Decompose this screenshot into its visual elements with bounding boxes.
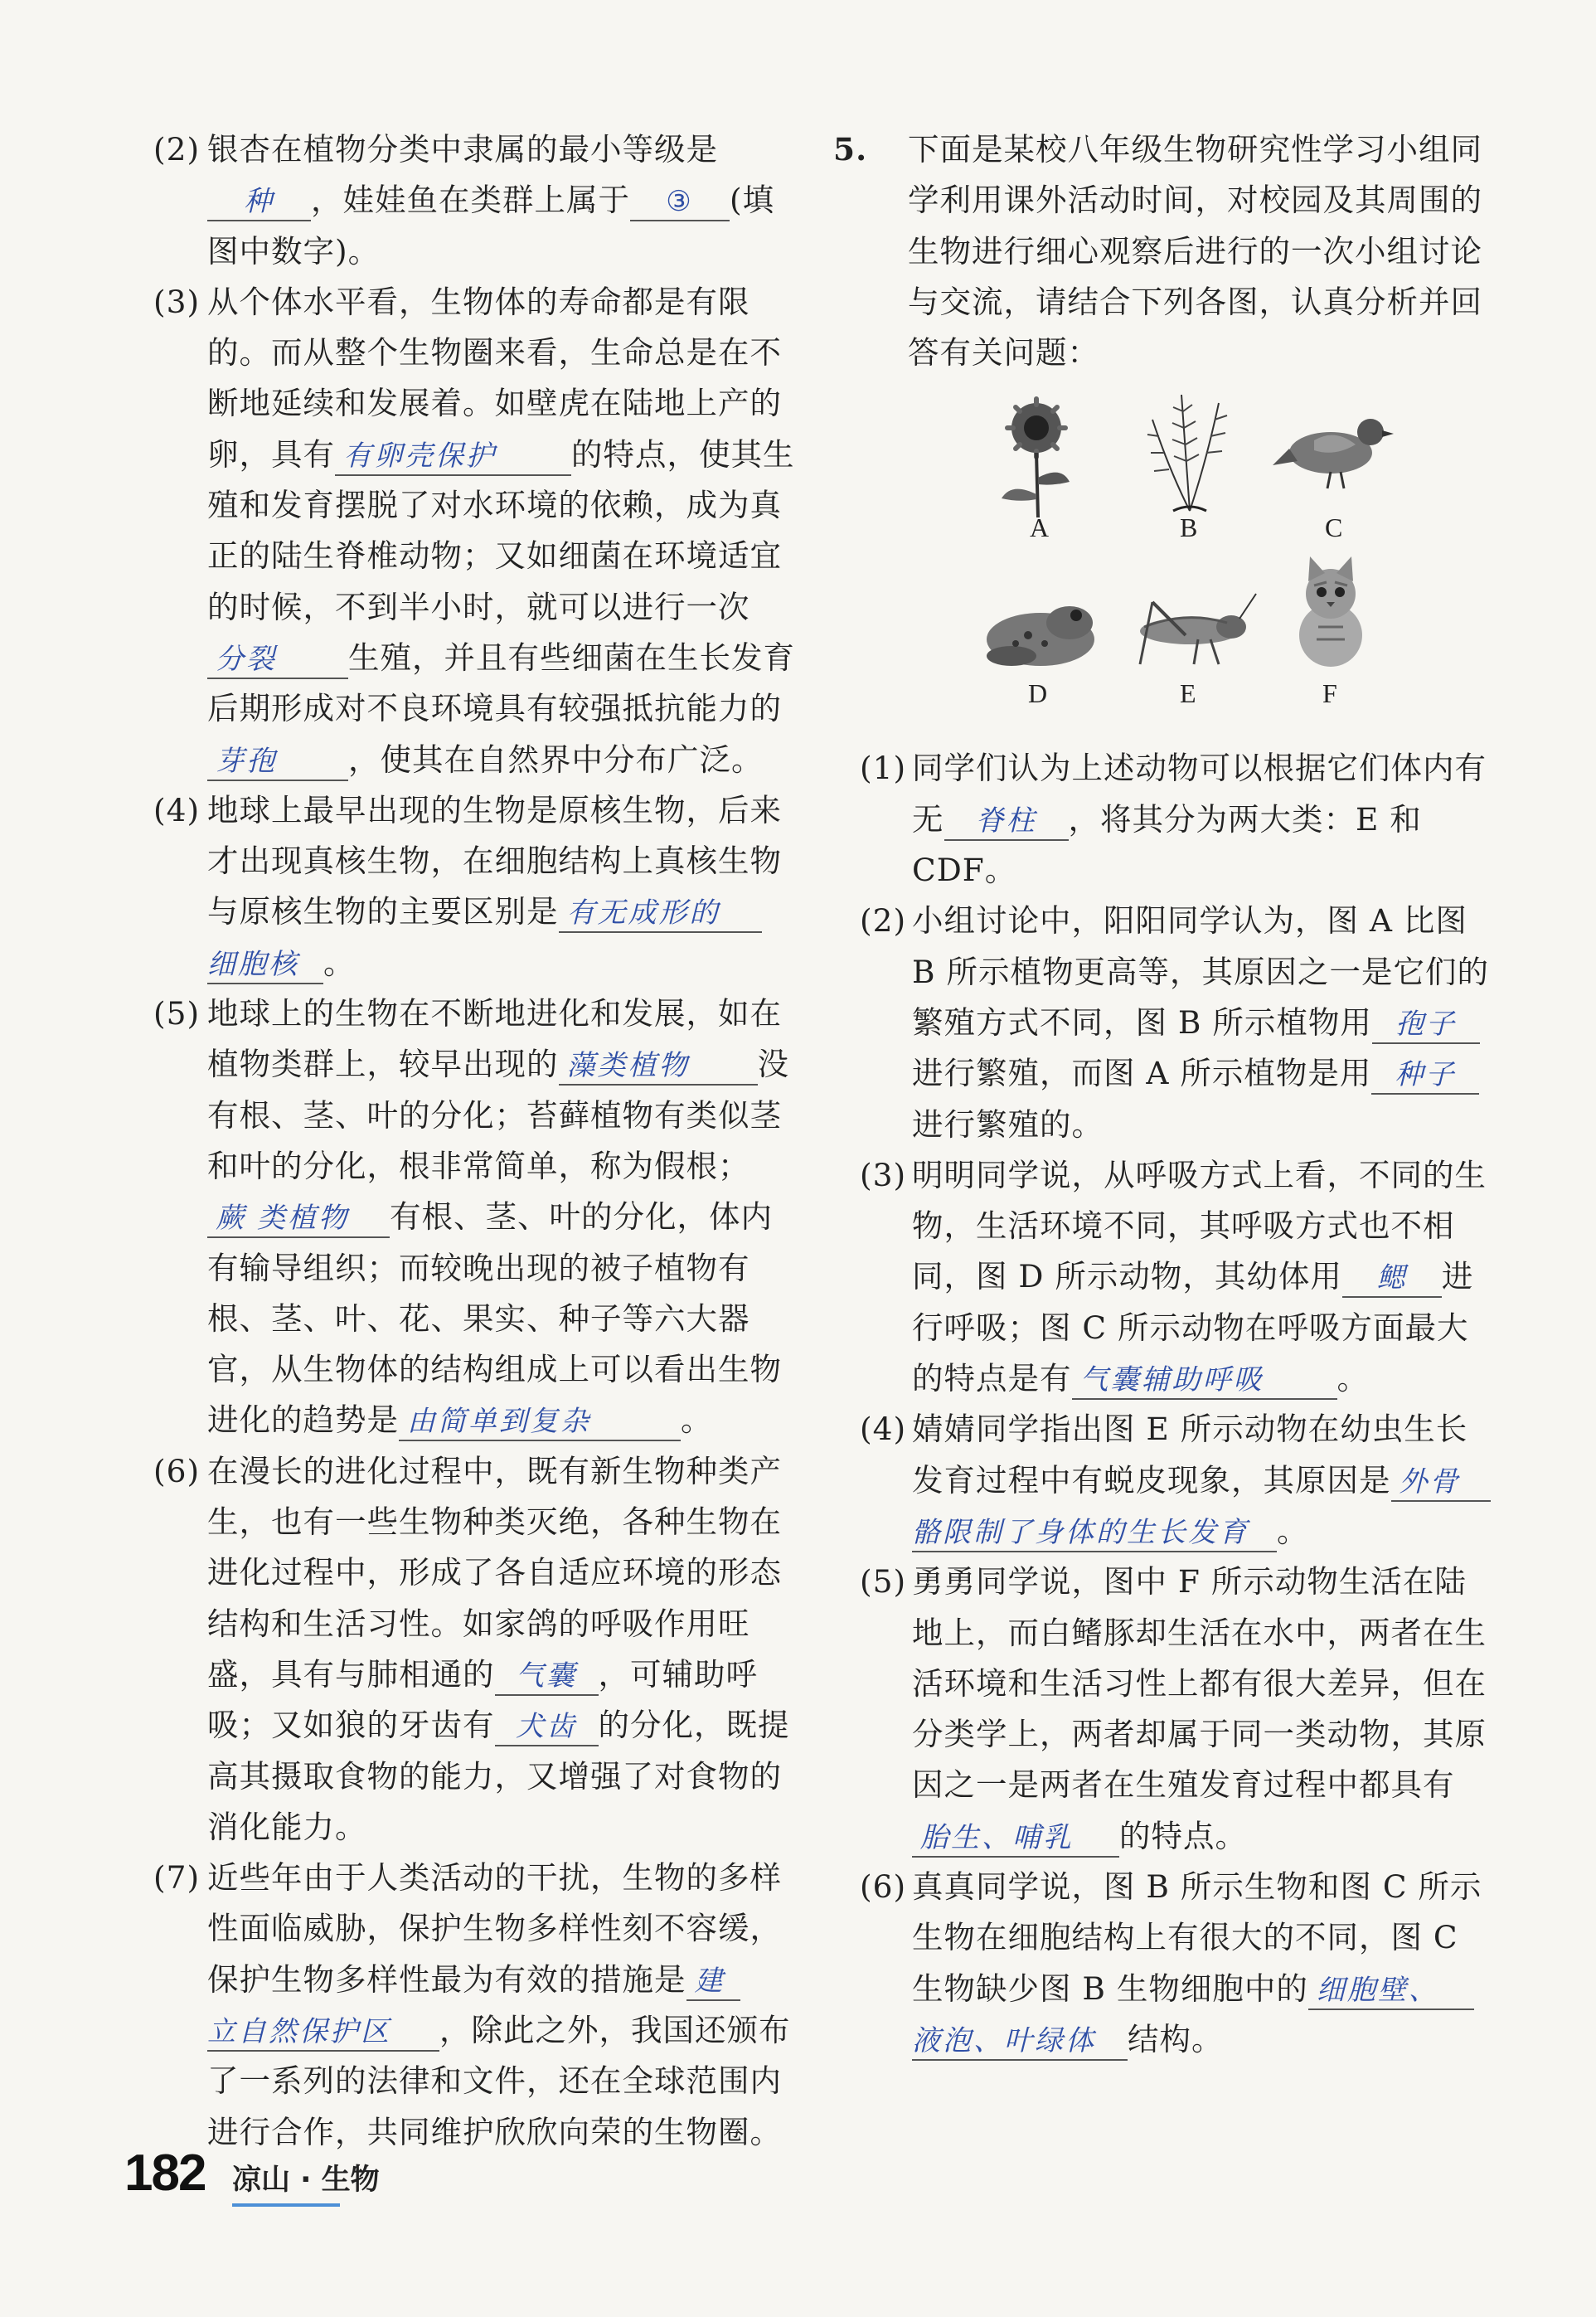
question-number: (3) bbox=[860, 1156, 907, 1193]
question-text: 的分化，既提高其摄取食物的能力，又增强了对食物的消化能力。 bbox=[207, 1707, 790, 1845]
question-number: (6) bbox=[860, 1868, 907, 1906]
question-text: ，除此之外，我国还颁布了一系列的法律和文件，还在全球范围内进行合作，共同维护欣欣向荣的生物圈。 bbox=[207, 2011, 791, 2150]
answer-blank[interactable]: 犬齿 bbox=[495, 1708, 599, 1746]
question-text: ，使其在自然界中分布广泛。 bbox=[348, 741, 764, 778]
question-text: 进行繁殖的。 bbox=[912, 1105, 1104, 1143]
question-text: 地球上的生物在不断地进化和发展，如在植物类群上，较早出现的 bbox=[207, 995, 782, 1083]
answer-blank[interactable]: 脊柱 bbox=[944, 803, 1069, 841]
question-text: 勇勇同学说，图中 F 所示动物生活在陆地上，而白鳍豚却生活在水中，两者在生活环境和生活习性上都有很大差异，但在分类学上，两者却属于同一类动物，其原因之一是两者在生殖发育过程中都具有 bbox=[912, 1563, 1487, 1804]
question-text: 小组讨论中，阳阳同学认为，图 A 比图 B 所示植物更高等，其原因之一是它们的繁殖方式不同，图 B 所示植物用 bbox=[912, 902, 1489, 1041]
answer-blank-continued[interactable]: 细胞核 bbox=[207, 946, 323, 984]
figure-label: C bbox=[1325, 512, 1344, 543]
question-number: (2) bbox=[153, 131, 201, 168]
question-5-intro bbox=[833, 124, 1492, 378]
answer-blank[interactable]: 外骨 bbox=[1391, 1464, 1491, 1502]
answer-blank[interactable]: 分裂 bbox=[207, 641, 348, 679]
question-text: 进行呼吸；图 C 所示动物在呼吸方面最大的特点是有 bbox=[912, 1258, 1474, 1397]
question-text: 同学们认为上述动物可以根据它们体内有无 bbox=[912, 750, 1487, 838]
question-4 bbox=[153, 785, 796, 988]
right-column bbox=[833, 124, 1492, 2065]
answer-blank[interactable]: 由简单到复杂 bbox=[399, 1403, 681, 1441]
answer-blank-continued[interactable]: 立自然保护区 bbox=[207, 2013, 439, 2052]
answer-blank[interactable]: 鳃 bbox=[1342, 1260, 1442, 1298]
question-text: 。 bbox=[323, 944, 356, 981]
question-number: (4) bbox=[153, 791, 201, 828]
question-text: 近些年由于人类活动的干扰，生物的多样性面临威胁，保护生物多样性刻不容缓，保护生物多样性最为有效的措施是 bbox=[207, 1859, 782, 1998]
question-text: 没有根、茎、叶的分化；苔藓植物有类似茎和叶的分化，根非常简单，称为假根； bbox=[207, 1046, 789, 1184]
question-text: (填图中数字)。 bbox=[207, 182, 775, 270]
answer-blank[interactable]: 胎生、哺乳 bbox=[912, 1819, 1119, 1858]
question-text: 进行繁殖，而图 A 所示植物是用 bbox=[912, 1055, 1372, 1092]
question-7 bbox=[153, 1853, 796, 2158]
organism-figure bbox=[833, 386, 1492, 735]
question-number: (5) bbox=[860, 1563, 907, 1601]
question-5 bbox=[153, 988, 796, 1446]
question-text: 真真同学说，图 B 所示生物和图 C 所示生物在细胞结构上有很大的不同，图 C 生物缺少图 B 生物细胞中的 bbox=[912, 1868, 1482, 2007]
question-number: (5) bbox=[153, 995, 201, 1032]
question-number: (4) bbox=[860, 1411, 907, 1448]
answer-blank[interactable]: 气囊辅助呼吸 bbox=[1072, 1362, 1337, 1400]
question-6 bbox=[153, 1446, 796, 1853]
question-text: 生殖，并且有些细菌在生长发育后期形成对不良环境具有较强抵抗能力的 bbox=[207, 639, 795, 727]
answer-blank[interactable]: 藻类植物 bbox=[559, 1047, 758, 1086]
question-text: 婧婧同学指出图 E 所示动物在幼虫生长发育过程中有蜕皮现象，其原因是 bbox=[912, 1411, 1468, 1499]
question-5-1 bbox=[833, 743, 1492, 896]
answer-blank[interactable]: 蕨 bbox=[207, 1200, 257, 1238]
question-number: 5. bbox=[833, 131, 868, 168]
question-number: (1) bbox=[860, 750, 907, 787]
answer-blank[interactable]: 有无成形的 bbox=[559, 895, 762, 933]
question-text: 有根、茎、叶的分化，体内有输导组织；而较晚出现的被子植物有根、茎、叶、花、果实、种子等六大器官，从生物体的结构组成上可以看出生物进化的趋势是 bbox=[207, 1198, 782, 1439]
question-text: 结构。 bbox=[1128, 2020, 1224, 2057]
footer-underline bbox=[232, 2203, 340, 2207]
cat-image bbox=[1285, 552, 1376, 668]
question-text: ，将其分为两大类：E 和 CDF。 bbox=[912, 800, 1422, 889]
question-number: (3) bbox=[153, 283, 201, 320]
question-5-6 bbox=[833, 1862, 1492, 2065]
question-5-5 bbox=[833, 1557, 1492, 1862]
question-text: ，可辅助呼吸；又如狼的牙齿有 bbox=[207, 1655, 758, 1744]
answer-blank[interactable]: 建 bbox=[686, 1963, 740, 2001]
question-text: 。 bbox=[1336, 1360, 1369, 1397]
answer-blank[interactable]: 种子 bbox=[1371, 1056, 1479, 1095]
figure-label: E bbox=[1180, 678, 1197, 709]
answer-blank[interactable]: 孢子 bbox=[1372, 1006, 1480, 1044]
question-3 bbox=[153, 277, 796, 785]
figure-label: A bbox=[1030, 512, 1050, 543]
question-text: 下面是某校八年级生物研究性学习小组同学利用课外活动时间，对校园及其周围的生物进行细心观察后进行的一次小组讨论与交流，请结合下列各图，认真分析并回答有关问题： bbox=[908, 131, 1482, 372]
figure-label: F bbox=[1322, 678, 1338, 709]
question-text: 。 bbox=[681, 1401, 713, 1439]
question-number: (2) bbox=[860, 902, 907, 940]
question-text: 。 bbox=[1277, 1512, 1309, 1549]
answer-blank[interactable]: 芽孢 bbox=[207, 743, 348, 781]
figure-label: D bbox=[1028, 678, 1049, 709]
question-text: ，娃娃鱼在类群上属于 bbox=[311, 182, 630, 219]
question-5-2 bbox=[833, 896, 1492, 1149]
question-number: (6) bbox=[153, 1452, 201, 1489]
frog-image bbox=[978, 585, 1103, 677]
question-text: 的特点。 bbox=[1119, 1817, 1247, 1854]
answer-blank[interactable]: 有卵壳保护 bbox=[335, 438, 571, 476]
sunflower-image bbox=[987, 395, 1086, 519]
page-number: 182 bbox=[124, 2145, 206, 2202]
answer-blank[interactable]: 细胞壁、 bbox=[1308, 1972, 1474, 2010]
left-column bbox=[153, 124, 796, 2158]
answer-blank-continued[interactable]: 类植物 bbox=[257, 1200, 390, 1238]
question-text: 从个体水平看，生物体的寿命都是有限的。而从整个生物圈来看，生命总是在不断地延续和发展着。如壁虎在陆地上产的卵，具有 bbox=[207, 283, 782, 473]
answer-blank-continued[interactable]: 液泡、叶绿体 bbox=[912, 2023, 1128, 2061]
answer-blank[interactable]: ③ bbox=[630, 183, 730, 221]
answer-blank-continued[interactable]: 骼限制了身体的生长发育 bbox=[912, 1514, 1277, 1552]
fern-image bbox=[1136, 386, 1244, 519]
figure-label: B bbox=[1180, 512, 1199, 543]
answer-blank[interactable]: 气囊 bbox=[495, 1658, 599, 1696]
question-5-3 bbox=[833, 1150, 1492, 1404]
question-text: 银杏在植物分类中隶属的最小等级是 bbox=[207, 131, 718, 168]
question-5-4 bbox=[833, 1404, 1492, 1557]
question-2 bbox=[153, 124, 796, 277]
pigeon-image bbox=[1273, 399, 1397, 498]
question-text: 明明同学说，从呼吸方式上看，不同的生物，生活环境不同，其呼吸方式也不相同，图 D 所示动物，其幼体用 bbox=[912, 1156, 1487, 1295]
answer-blank[interactable]: 种 bbox=[207, 183, 311, 221]
question-text: 地球上最早出现的生物是原核生物，后来才出现真核生物，在细胞结构上真核生物与原核生物的主要区别是 bbox=[207, 791, 782, 930]
question-number: (7) bbox=[153, 1859, 201, 1897]
question-text: 的特点，使其生殖和发育摆脱了对水环境的依赖，成为真正的陆生脊椎动物；又如细菌在环境适宜的时候，不到半小时，就可以进行一次 bbox=[207, 435, 795, 625]
question-text: 在漫长的进化过程中，既有新生物种类产生，也有一些生物种类灭绝，各种生物在进化过程中，形成了各自适应环境的形态结构和生活习性。如家鸽的呼吸作用旺盛，具有与肺相通的 bbox=[207, 1452, 782, 1693]
grasshopper-image bbox=[1128, 585, 1260, 677]
book-title: 凉山 · 生物 bbox=[232, 2164, 380, 2197]
